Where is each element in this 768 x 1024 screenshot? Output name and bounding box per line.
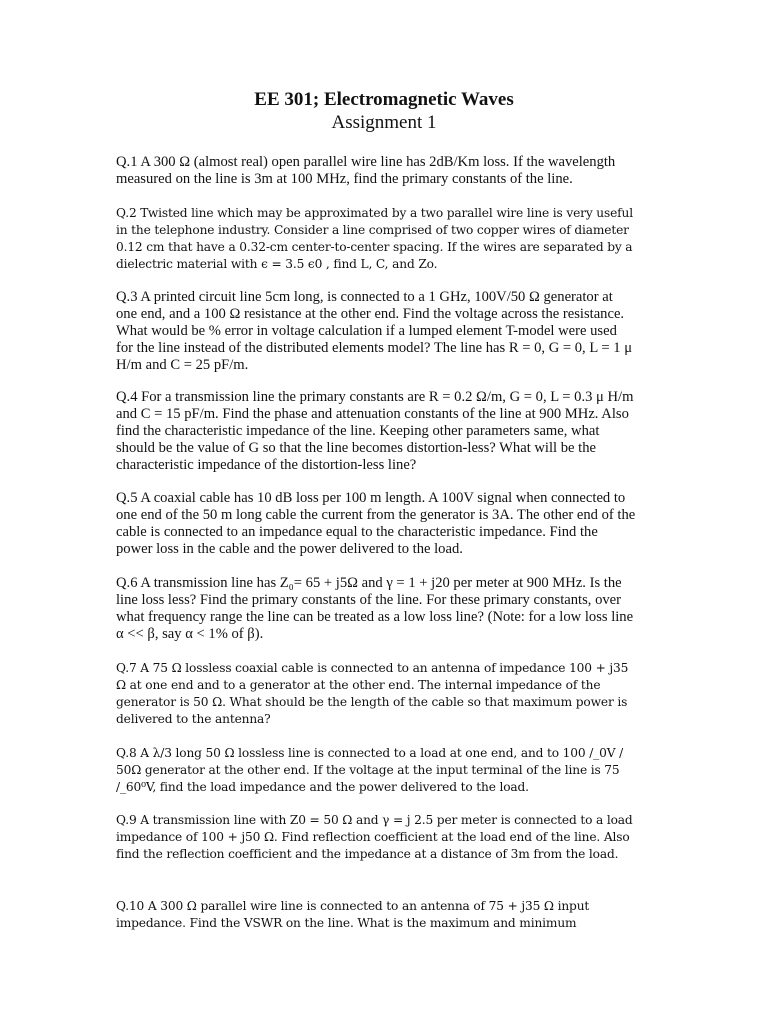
question-4: Q.4 For a transmission line the primary constants are R = 0.2 Ω/m, G = 0, L = 0.3 μ H/m and C = 15 pF/m. Find the phase and attenuation constants of the line at 900 MHz. Also find the characteristic impedance of the line. Keeping other parameters same, what should be the value of G so that the line becomes distortion-less? What will be the characteristic impedance of the distortion-less line? [116,389,634,473]
question-2: Q.2 Twisted line which may be approximated by a two parallel wire line is very useful in the telephone industry. Consider a line comprised of two copper wires of diameter 0.12 cm that have a 0.32-cm center-to-center spacing. If the wires are separated by a dielectric material with ϵ = 3.5 ϵ0 , find L, C, and Zo. [116,206,633,271]
document-subtitle: Assignment 1 [331,112,437,133]
question-6: Q.6 A transmission line has Z₀= 65 + j5Ω and γ = 1 + j20 per meter at 900 MHz. Is the line loss less? Find the primary constants of the line. For these primary constants, over what frequency range the line can be treated as a low loss line? (Note: for a low loss line α << β, say α < 1% of β). [116,575,634,642]
question-9: Q.9 A transmission line with Z0 = 50 Ω and γ = j 2.5 per meter is connected to a load impedance of 100 + j50 Ω. Find reflection coefficient at the load end of the line. Also find the reflection coefficient and the impedance at a distance of 3m from the load. [116,813,633,861]
question-5: Q.5 A coaxial cable has 10 dB loss per 100 m length. A 100V signal when connected to one end of the 50 m long cable the current from the generator is 3A. The other end of the cable is connected to an impedance equal to the characteristic impedance. Find the power loss in the cable and the power delivered to the load. [116,490,636,557]
question-7: Q.7 A 75 Ω lossless coaxial cable is connected to an antenna of impedance 100 + j35 Ω at one end and to a generator at the other end. The internal impedance of the generator is 50 Ω. What should be the length of the cable so that maximum power is delivered to the antenna? [116,661,629,726]
question-3: Q.3 A printed circuit line 5cm long, is connected to a 1 GHz, 100V/50 Ω generator at one end, and a 100 Ω resistance at the other end. Find the voltage across the resistance. What would be % error in voltage calculation if a lumped element T-model were used for the line instead of the distributed elements model? The line has R = 0, G = 0, L = 1 μ H/m and C = 25 pF/m. [116,289,633,373]
document-header [0,89,768,135]
question-10: Q.10 A 300 Ω parallel wire line is connected to an antenna of 75 + j35 Ω input impedance. Find the VSWR on the line. What is the maximum and minimum [116,899,590,930]
document-title: EE 301; Electromagnetic Waves [254,89,514,110]
question-1: Q.1 A 300 Ω (almost real) open parallel wire line has 2dB/Km loss. If the wavelength measured on the line is 3m at 100 MHz, find the primary constants of the line. [116,154,616,187]
question-8: Q.8 A λ/3 long 50 Ω lossless line is connected to a load at one end, and to 100 /_0V / 50Ω generator at the other end. If the voltage at the input terminal of the line is 75 /_60⁰V, find the load impedance and the power delivered to the load. [116,746,624,794]
